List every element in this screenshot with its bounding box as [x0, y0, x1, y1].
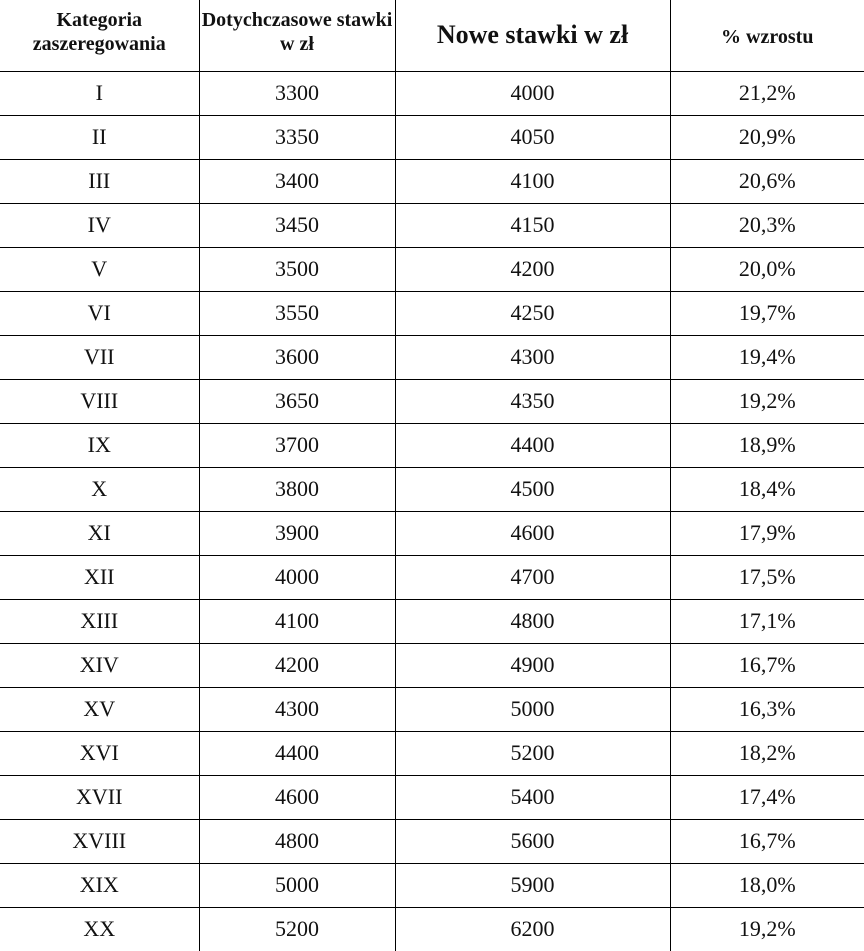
cell-old-rate: 4600 [199, 775, 395, 819]
table-row [0, 907, 864, 951]
cell-new-rate: 4350 [395, 379, 670, 423]
cell-category: I [0, 71, 199, 115]
cell-old-rate: 5200 [199, 907, 395, 951]
header-category-label: Kategoria zaszeregowania [0, 8, 199, 56]
cell-new-rate: 4150 [395, 203, 670, 247]
header-new-rates [395, 0, 670, 71]
table-row [0, 467, 864, 511]
cell-old-rate: 3500 [199, 247, 395, 291]
cell-category: IX [0, 423, 199, 467]
cell-category: XV [0, 687, 199, 731]
cell-new-rate: 6200 [395, 907, 670, 951]
cell-new-rate: 5600 [395, 819, 670, 863]
cell-old-rate: 3900 [199, 511, 395, 555]
header-increase-label: % wzrostu [671, 21, 864, 49]
table-row [0, 775, 864, 819]
table-row [0, 863, 864, 907]
cell-increase: 19,7% [670, 291, 864, 335]
table-row [0, 203, 864, 247]
table-row [0, 115, 864, 159]
cell-new-rate: 4800 [395, 599, 670, 643]
table-row [0, 555, 864, 599]
cell-increase: 20,0% [670, 247, 864, 291]
cell-old-rate: 3550 [199, 291, 395, 335]
header-new-rates-label: Nowe stawki w zł [396, 21, 670, 49]
table-row [0, 819, 864, 863]
table-body [0, 71, 864, 951]
cell-increase: 17,5% [670, 555, 864, 599]
table-row [0, 247, 864, 291]
cell-increase: 20,6% [670, 159, 864, 203]
cell-old-rate: 3400 [199, 159, 395, 203]
cell-new-rate: 4600 [395, 511, 670, 555]
cell-old-rate: 3450 [199, 203, 395, 247]
cell-new-rate: 5200 [395, 731, 670, 775]
cell-new-rate: 5900 [395, 863, 670, 907]
cell-new-rate: 4050 [395, 115, 670, 159]
cell-category: XVII [0, 775, 199, 819]
cell-category: VI [0, 291, 199, 335]
cell-increase: 18,2% [670, 731, 864, 775]
cell-old-rate: 4200 [199, 643, 395, 687]
cell-new-rate: 4400 [395, 423, 670, 467]
cell-old-rate: 3600 [199, 335, 395, 379]
cell-increase: 19,4% [670, 335, 864, 379]
cell-old-rate: 3650 [199, 379, 395, 423]
cell-category: II [0, 115, 199, 159]
cell-category: XX [0, 907, 199, 951]
cell-new-rate: 4500 [395, 467, 670, 511]
cell-increase: 18,9% [670, 423, 864, 467]
cell-increase: 16,3% [670, 687, 864, 731]
cell-increase: 17,1% [670, 599, 864, 643]
cell-old-rate: 3350 [199, 115, 395, 159]
cell-increase: 19,2% [670, 907, 864, 951]
header-category [0, 0, 199, 71]
cell-old-rate: 3800 [199, 467, 395, 511]
table-row [0, 643, 864, 687]
cell-increase: 21,2% [670, 71, 864, 115]
cell-category: XI [0, 511, 199, 555]
cell-increase: 17,4% [670, 775, 864, 819]
cell-category: XIII [0, 599, 199, 643]
cell-category: VII [0, 335, 199, 379]
cell-increase: 18,0% [670, 863, 864, 907]
cell-new-rate: 4300 [395, 335, 670, 379]
cell-new-rate: 4100 [395, 159, 670, 203]
table-row [0, 599, 864, 643]
cell-category: X [0, 467, 199, 511]
cell-old-rate: 3300 [199, 71, 395, 115]
cell-increase: 16,7% [670, 819, 864, 863]
cell-category: IV [0, 203, 199, 247]
header-row [0, 0, 864, 71]
cell-old-rate: 4400 [199, 731, 395, 775]
cell-increase: 18,4% [670, 467, 864, 511]
cell-old-rate: 4000 [199, 555, 395, 599]
cell-new-rate: 4700 [395, 555, 670, 599]
cell-old-rate: 3700 [199, 423, 395, 467]
cell-old-rate: 5000 [199, 863, 395, 907]
cell-new-rate: 4900 [395, 643, 670, 687]
cell-new-rate: 5000 [395, 687, 670, 731]
cell-category: V [0, 247, 199, 291]
cell-new-rate: 5400 [395, 775, 670, 819]
cell-increase: 20,3% [670, 203, 864, 247]
cell-category: XII [0, 555, 199, 599]
cell-category: VIII [0, 379, 199, 423]
cell-category: XIX [0, 863, 199, 907]
cell-old-rate: 4100 [199, 599, 395, 643]
header-old-rates-label: Dotychczasowe stawki w zł [200, 8, 395, 56]
cell-category: XVIII [0, 819, 199, 863]
cell-increase: 17,9% [670, 511, 864, 555]
table-row [0, 423, 864, 467]
cell-category: III [0, 159, 199, 203]
table-row [0, 687, 864, 731]
cell-category: XIV [0, 643, 199, 687]
cell-new-rate: 4200 [395, 247, 670, 291]
table-header [0, 0, 864, 71]
table-row [0, 379, 864, 423]
cell-increase: 19,2% [670, 379, 864, 423]
table-row [0, 71, 864, 115]
table-row [0, 291, 864, 335]
cell-new-rate: 4000 [395, 71, 670, 115]
cell-increase: 20,9% [670, 115, 864, 159]
cell-old-rate: 4300 [199, 687, 395, 731]
cell-category: XVI [0, 731, 199, 775]
header-increase [670, 0, 864, 71]
table-row [0, 511, 864, 555]
table-row [0, 335, 864, 379]
header-old-rates [199, 0, 395, 71]
table-row [0, 159, 864, 203]
cell-old-rate: 4800 [199, 819, 395, 863]
cell-new-rate: 4250 [395, 291, 670, 335]
table-row [0, 731, 864, 775]
cell-increase: 16,7% [670, 643, 864, 687]
